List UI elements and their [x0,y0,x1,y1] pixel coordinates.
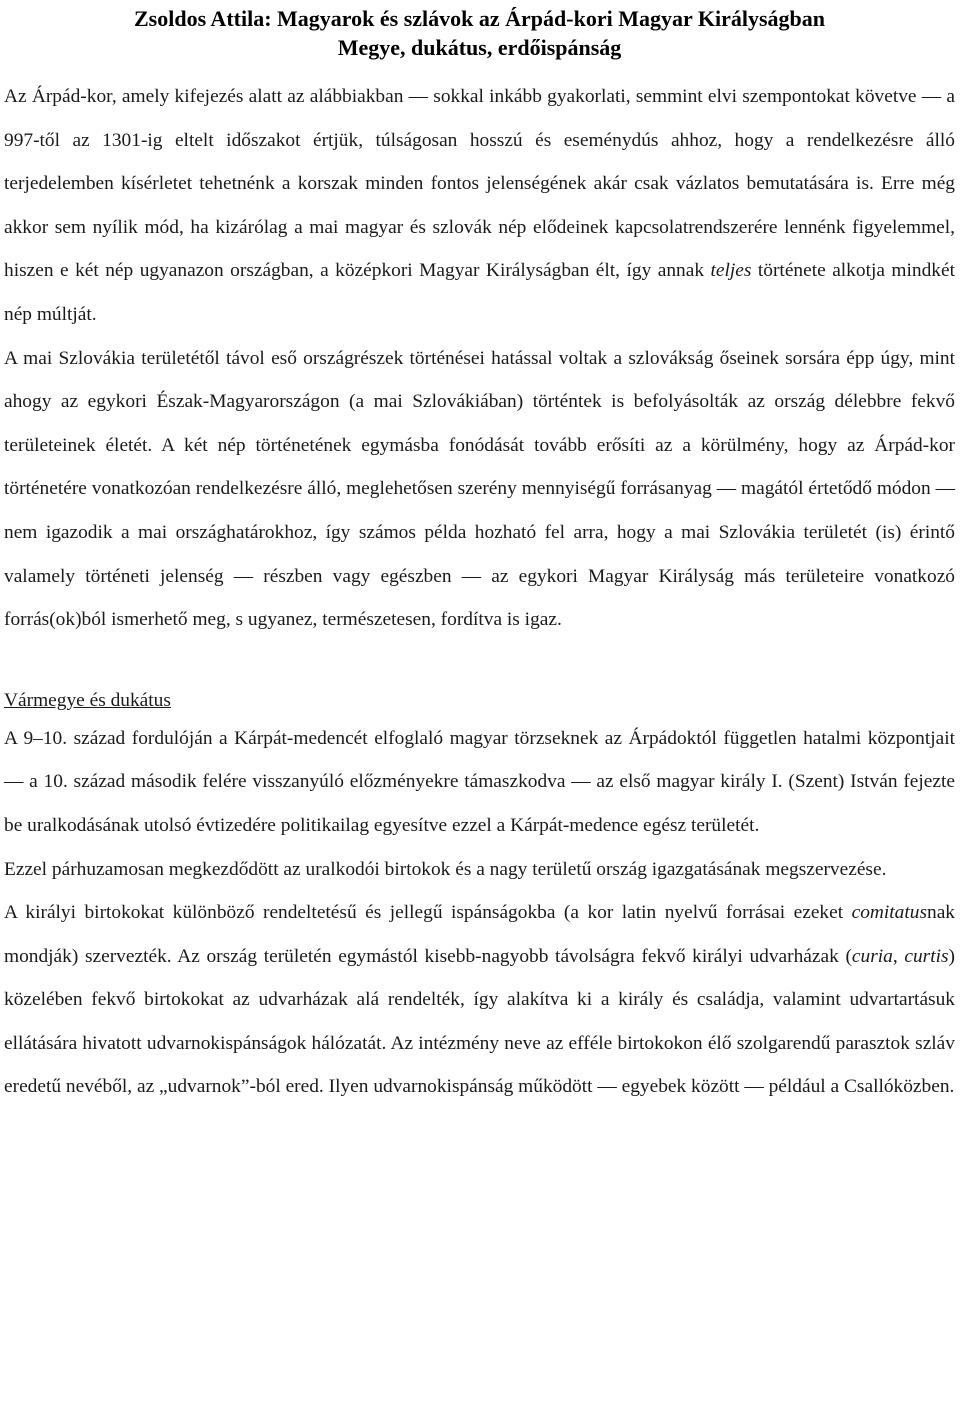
section-p3-emphasis-comitatus: comitatus [851,902,927,924]
section-p3-emphasis-curia: curia [851,945,893,967]
intro-paragraph-2: A mai Szlovákia területétől távol eső országrészek történései hatással voltak a szlovákság őseinek sorsára épp úgy, mint ahogy az egykori Észak-Magyarországon (a mai Szlovákiában) történtek is befolyásolták az ország délebbre fekvő területeinek életét. A két nép történetének egymásba fonódását tovább erősíti az a körülmény, hogy az Árpád-kor történetére vonatkozóan rendelkezésre álló, meglehetősen szerény mennyiségű forrásanyag — magától értetődő módon — nem igazodik a mai országhatárokhoz, így számos példa hozható fel arra, hogy a mai Szlovákia területét (is) érintő valamely történeti jelenség — részben vagy egészben — az egykori Magyar Királyság más területeire vonatkozó forrás(ok)ból ismerhető meg, s ugyanez, természetesen, fordítva is igaz. [4,347,955,631]
intro-p1-text: Az Árpád-kor, amely kifejezés alatt az alábbiakban — sokkal inkább gyakorlati, semmint elvi szempontokat követve — a 997-től az 1301-ig eltelt időszakot értjük, túlságosan hosszú és eseménydús ahhoz, hogy a rendelkezésre álló terjedelemben kísérletet tehetnénk a korszak minden fontos jelenségének akár csak vázlatos bemutatására is. Erre még akkor sem nyílik mód, ha kizárólag a mai magyar és szlovák nép elődeinek kapcsolatrendszerére lennénk figyelemmel, hiszen e két nép ugyanazon országban, a középkori Magyar Királyságban élt, így annak [4,86,955,282]
section-p3-emphasis-curtis: curtis [904,945,949,967]
section-paragraph-1: A 9–10. század fordulóján a Kárpát-medencét elfoglaló magyar törzseknek az Árpádoktól független hatalmi központjait — a 10. század második felére visszanyúló előzményekre támaszkodva — az első magyar király I. (Szent) István fejezte be uralkodásának utolsó évtizedére politikailag egyesítve ezzel a Kárpát-medence egész területét. [4,727,955,836]
intro-p1-emphasis: teljes [710,260,752,282]
section-p3-a: A királyi birtokokat különböző rendeltetésű és jellegű ispánságokba (a kor latin nyelvű forrásai ezeket [4,902,852,924]
title-line-author: Zsoldos Attila: Magyarok és szlávok az Árpád-kori Magyar Királyságban [134,6,825,31]
section-paragraph-3 [4,891,955,1109]
section-p3-d: ) közelében fekvő birtokokat az udvarházak alá rendelték, így alakítva ki a király és családja, valamint udvartartásuk ellátására hivatott udvarnokispánságok hálózatát. Az intézmény neve az efféle birtokokon élő szolgarendű parasztok szláv eredetű nevéből, az „udvarnok”-ból ered. Ilyen udvarnokispánság működött — egyebek között — például a Csallóközben. [4,945,955,1098]
section-varmegye [4,686,955,1109]
document-header [4,4,955,62]
document-title [4,4,955,62]
intro-paragraph-1 [4,75,955,337]
intro-section [4,75,955,642]
document-page [4,0,955,1109]
section-p3-c: , [892,945,905,967]
section-paragraph-2: Ezzel párhuzamosan megkezdődött az uralkodói birtokok és a nagy területű ország igazgatásának megszervezése. [4,858,887,880]
title-line-subtitle: Megye, dukátus, erdőispánság [337,35,622,60]
section-p3-b: nak mondják) szervezték. Az ország területén egymástól kisebb-nagyobb távolságra fekvő királyi udvarházak ( [4,902,955,967]
intro-p1-end: története alkotja mindkét nép múltját. [4,260,955,325]
section-heading: Vármegye és dukátus [4,689,171,711]
